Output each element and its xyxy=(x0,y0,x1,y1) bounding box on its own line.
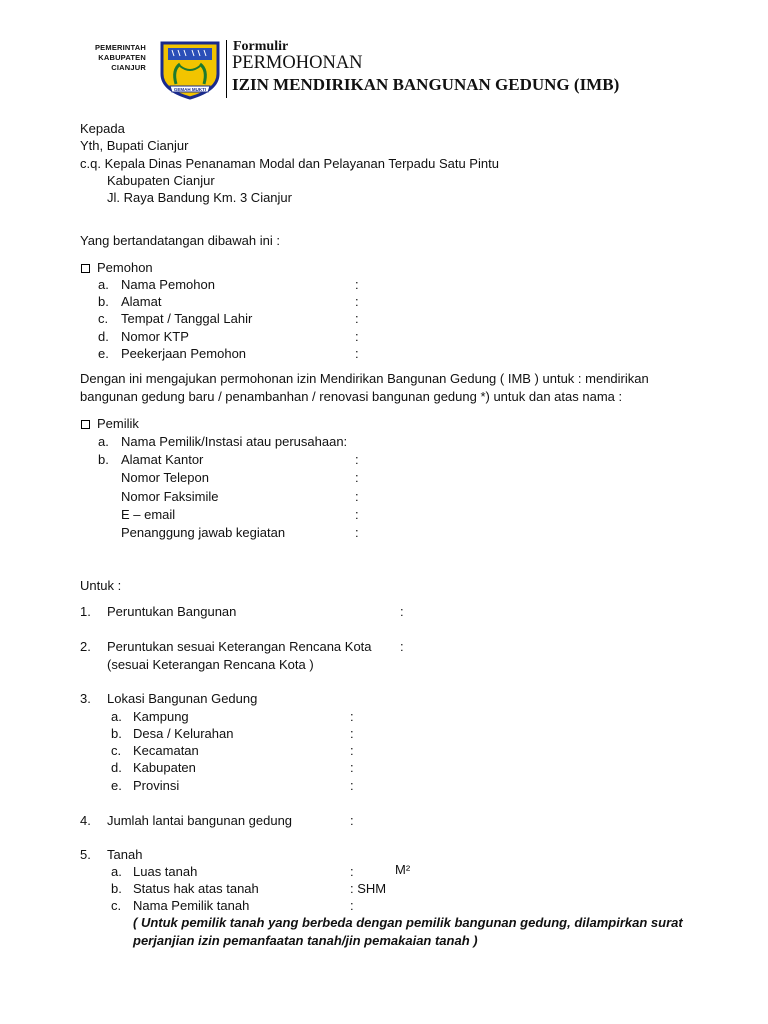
peruntukan-bangunan-label: Peruntukan Bangunan xyxy=(107,604,237,619)
pemilik-label: E – email xyxy=(121,507,176,522)
untuk-item-number: 2. xyxy=(80,639,91,654)
untuk-item-number: 4. xyxy=(80,813,91,828)
pemilik-colon: : xyxy=(355,489,359,504)
pemilik-label: Penanggung jawab kegiatan xyxy=(121,525,286,540)
tanah-letter: a. xyxy=(111,864,122,879)
lokasi-title: Lokasi Bangunan Gedung xyxy=(107,691,258,706)
gov-label-line3: CIANJUR xyxy=(111,63,146,72)
pemilik-colon: : xyxy=(355,525,359,540)
intro-text: Yang bertandatangan dibawah ini : xyxy=(80,233,280,248)
pemohon-letter: c. xyxy=(98,311,109,326)
untuk-title: Untuk : xyxy=(80,578,122,593)
pemohon-letter: b. xyxy=(98,294,109,309)
peruntukan-krk-label: Peruntukan sesuai Keterangan Rencana Kota xyxy=(107,639,372,654)
lokasi-colon: : xyxy=(350,778,354,793)
recipient-kepada: Kepada xyxy=(80,121,125,136)
lokasi-letter: b. xyxy=(111,726,122,741)
pemohon-letter: d. xyxy=(98,329,109,344)
pemilik-name-label: Nama Pemilik/Instasi atau perusahaan: xyxy=(121,434,348,449)
lokasi-colon: : xyxy=(350,726,354,741)
pemohon-label: Peekerjaan Pemohon xyxy=(121,346,247,361)
pemohon-letter: e. xyxy=(98,346,109,361)
header-divider xyxy=(226,40,227,98)
lokasi-letter: e. xyxy=(111,778,122,793)
tanah-title: Tanah xyxy=(107,847,143,862)
recipient-cq: c.q. Kepala Dinas Penanaman Modal dan Pelayanan Terpadu Satu Pintu xyxy=(80,156,499,171)
pemilik-letter: b. xyxy=(98,452,109,467)
tanah-colon: : xyxy=(350,864,354,879)
recipient-address: Jl. Raya Bandung Km. 3 Cianjur xyxy=(107,190,292,205)
peruntukan-krk-colon: : xyxy=(400,639,404,654)
peruntukan-krk-sub: (sesuai Keterangan Rencana Kota ) xyxy=(107,657,314,672)
pemilik-colon: : xyxy=(355,470,359,485)
tanah-label: Nama Pemilik tanah xyxy=(133,898,250,913)
pemilik-label: Nomor Faksimile xyxy=(121,489,219,504)
pemohon-colon: : xyxy=(355,311,359,326)
tanah-note-line1: ( Untuk pemilik tanah yang berbeda dengan pemilik bangunan gedung, dilampirkan surat xyxy=(133,915,683,930)
tanah-label: Status hak atas tanah xyxy=(133,881,259,896)
tanah-note-line2: perjanjian izin pemanfaatan tanah/jin pemakaian tanah ) xyxy=(133,933,478,948)
pemohon-label: Nama Pemohon xyxy=(121,277,215,292)
logo-motto: GEMAH MUKTI xyxy=(173,87,207,92)
pemohon-title: Pemohon xyxy=(97,260,153,275)
lokasi-label: Kampung xyxy=(133,709,189,724)
form-title-line2: IZIN MENDIRIKAN BANGUNAN GEDUNG (IMB) xyxy=(232,75,620,94)
form-label: Formulir xyxy=(233,39,289,54)
jumlah-lantai-colon: : xyxy=(350,813,354,828)
lokasi-label: Kecamatan xyxy=(133,743,199,758)
pemilik-checkbox[interactable] xyxy=(81,420,90,429)
pemohon-colon: : xyxy=(355,277,359,292)
gov-label-line1: PEMERINTAH xyxy=(94,43,146,52)
lokasi-letter: a. xyxy=(111,709,122,724)
untuk-item-number: 5. xyxy=(80,847,91,862)
pemohon-colon: : xyxy=(355,346,359,361)
pemohon-label: Tempat / Tanggal Lahir xyxy=(121,311,253,326)
status-hak-value: : SHM xyxy=(350,881,387,896)
pemohon-letter: a. xyxy=(98,277,109,292)
peruntukan-bangunan-colon: : xyxy=(400,604,404,619)
pemilik-title: Pemilik xyxy=(97,416,139,431)
tanah-colon: : xyxy=(350,898,354,913)
lokasi-colon: : xyxy=(350,743,354,758)
lokasi-label: Provinsi xyxy=(133,778,180,793)
statement-line2: bangunan gedung baru / penambanhan / renovasi bangunan gedung *) untuk dan atas nama : xyxy=(80,389,623,404)
lokasi-letter: d. xyxy=(111,760,122,775)
lokasi-colon: : xyxy=(350,760,354,775)
lokasi-letter: c. xyxy=(111,743,122,758)
statement-line1: Dengan ini mengajukan permohonan izin Mendirikan Bangunan Gedung ( IMB ) untuk : mendirikan xyxy=(80,371,649,386)
pemohon-label: Nomor KTP xyxy=(121,329,189,344)
pemilik-letter: a. xyxy=(98,434,109,449)
jumlah-lantai-label: Jumlah lantai bangunan gedung xyxy=(107,813,293,828)
tanah-letter: b. xyxy=(111,881,122,896)
luas-tanah-unit: M² xyxy=(395,862,411,877)
tanah-letter: c. xyxy=(111,898,122,913)
pemohon-colon: : xyxy=(355,294,359,309)
lokasi-colon: : xyxy=(350,709,354,724)
untuk-item-number: 3. xyxy=(80,691,91,706)
pemilik-colon: : xyxy=(355,452,359,467)
gov-label-line2: KABUPATEN xyxy=(98,53,146,62)
recipient-kabupaten: Kabupaten Cianjur xyxy=(107,173,215,188)
form-title-line1: PERMOHONAN xyxy=(232,53,363,73)
pemilik-label: Nomor Telepon xyxy=(121,470,209,485)
pemohon-label: Alamat xyxy=(121,294,162,309)
pemilik-colon: : xyxy=(355,507,359,522)
pemohon-colon: : xyxy=(355,329,359,344)
pemilik-label: Alamat Kantor xyxy=(121,452,204,467)
lokasi-label: Desa / Kelurahan xyxy=(133,726,234,741)
tanah-label: Luas tanah xyxy=(133,864,198,879)
untuk-item-number: 1. xyxy=(80,604,91,619)
cianjur-emblem-logo xyxy=(158,40,222,100)
recipient-yth: Yth, Bupati Cianjur xyxy=(80,138,189,153)
pemohon-checkbox[interactable] xyxy=(81,264,90,273)
lokasi-label: Kabupaten xyxy=(133,760,196,775)
